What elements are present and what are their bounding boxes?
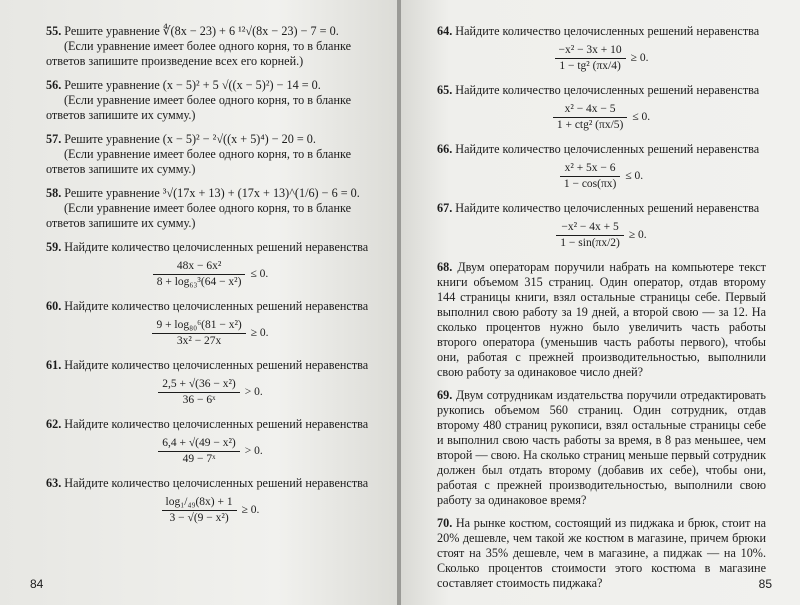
problem-text: Найдите количество целочисленных решений неравенства (64, 299, 369, 313)
numerator: 9 + log₈₀⁶(81 − x²) (152, 318, 245, 334)
numerator: 2,5 + √(36 − x²) (158, 377, 240, 393)
inequality-formula (437, 43, 766, 74)
problem-number: 70. (437, 516, 453, 530)
relation: ≥ 0. (250, 327, 269, 339)
problem-67 (437, 201, 766, 251)
problem-number: 68. (437, 260, 453, 274)
denominator: 3 − √(9 − x²) (169, 512, 229, 524)
fraction (553, 102, 628, 133)
fraction (152, 318, 245, 349)
numerator: 6,4 + √(49 − x²) (158, 436, 240, 452)
problem-59 (46, 240, 375, 290)
problem-number: 66. (437, 142, 453, 156)
denominator: 1 − sin(πx/2) (560, 237, 620, 249)
inequality-formula (46, 377, 375, 408)
denominator: 1 + ctg² (πx/5) (556, 119, 624, 131)
page-number: 84 (30, 577, 44, 591)
inequality-formula (46, 318, 375, 349)
problem-text: Найдите количество целочисленных решений неравенства (455, 201, 760, 215)
problem-number: 65. (437, 83, 453, 97)
problem-65 (437, 83, 766, 133)
relation: ≥ 0. (630, 52, 649, 64)
numerator: −x² − 4x + 5 (556, 220, 624, 236)
problem-number: 63. (46, 476, 62, 490)
inequality-formula (437, 102, 766, 133)
fraction (555, 43, 626, 74)
problem-69 (437, 388, 766, 508)
numerator: x² + 5x − 6 (560, 161, 621, 177)
problem-64 (437, 24, 766, 74)
problem-60 (46, 299, 375, 349)
page-number: 85 (758, 577, 772, 591)
problem-number: 57. (46, 132, 62, 146)
problem-note: (Если уравнение имеет более одного корня, то в бланке ответов запишите их сумму.) (46, 93, 352, 122)
problem-text: На рынке костюм, состоящий из пиджака и брюк, стоит на 20% дешевле, чем такой же костюм в магазине, причем брюки стоят на 35% дешевле, чем в магазине, а пиджак — на 10%. Сколько процентов стоимости этого костюма в магазине составляет стоимость пиджака? (437, 516, 766, 590)
problem-text: Найдите количество целочисленных решений неравенства (455, 83, 760, 97)
problem-61 (46, 358, 375, 408)
problem-text: Найдите количество целочисленных решений неравенства (455, 142, 760, 156)
relation: ≤ 0. (250, 268, 269, 280)
problem-text: Найдите количество целочисленных решений неравенства (64, 240, 369, 254)
problem-number: 69. (437, 388, 453, 402)
denominator: 36 − 6ˣ (182, 394, 216, 406)
problem-text: Решите уравнение (x − 5)² − ²√((x + 5)⁴) − 20 = 0. (64, 132, 316, 146)
problem-text: Найдите количество целочисленных решений неравенства (64, 358, 369, 372)
problem-text: Двум сотрудникам издательства поручили отредактировать рукопись объемом 560 страниц. Один сотрудник, отдав второму 480 страниц рукописи, взял остальные страницы себе и выполнил свою часть работы за время, в 8 раз меньшее, чем второй — свою. На сколько страниц меньше первый сотрудник должен был отдать второму (добавив их себе), чтобы они, работая с прежней производительностью, выполнили свою работу за одинаковое время? (437, 388, 766, 507)
denominator: 3x² − 27x (176, 335, 222, 347)
relation: ≥ 0. (628, 229, 647, 241)
denominator: 1 − cos(πx) (563, 178, 617, 190)
denominator: 8 + log₆₃³(64 − x²) (156, 276, 242, 288)
problem-58 (46, 186, 375, 231)
fraction (153, 259, 246, 290)
problem-text: Найдите количество целочисленных решений неравенства (64, 476, 369, 490)
fraction (560, 161, 621, 192)
relation: > 0. (244, 386, 263, 398)
numerator: 48x − 6x² (153, 259, 246, 275)
problem-66 (437, 142, 766, 192)
problem-text: Двум операторам поручили набрать на компьютере текст книги объемом 315 страниц. Один оператор, отдав второму 144 страницы книги, взял остальные страницы себе. Первый выполнил свою работу за 19 дней, а второй свою — за 12. На сколько процентов нужно было увеличить часть работы второго оператора (уменьшив часть работы первого), чтобы они, работая с прежней производительностью, выполнили свою работу за одинаковое число дней? (437, 260, 766, 379)
problem-63 (46, 476, 375, 526)
problem-text: Решите уравнение ³√(17x + 13) + (17x + 13)^(1/6) − 6 = 0. (64, 186, 360, 200)
problem-57 (46, 132, 375, 177)
problem-number: 55. (46, 24, 62, 38)
problem-number: 60. (46, 299, 62, 313)
problem-number: 62. (46, 417, 62, 431)
problem-number: 59. (46, 240, 62, 254)
problem-text: Найдите количество целочисленных решений неравенства (455, 24, 760, 38)
problem-number: 64. (437, 24, 453, 38)
problem-note: (Если уравнение имеет более одного корня, то в бланке ответов запишите их сумму.) (46, 201, 352, 230)
problem-62 (46, 417, 375, 467)
problem-number: 56. (46, 78, 62, 92)
inequality-formula (46, 495, 375, 526)
problem-note: (Если уравнение имеет более одного корня, то в бланке ответов запишите произведение всех его корней.) (46, 39, 352, 68)
right-page (401, 0, 800, 605)
problem-note: (Если уравнение имеет более одного корня, то в бланке ответов запишите их сумму.) (46, 147, 352, 176)
problem-number: 61. (46, 358, 62, 372)
problem-text: Найдите количество целочисленных решений неравенства (64, 417, 369, 431)
numerator: log₁/₄₉(8x) + 1 (162, 495, 237, 511)
problem-70 (437, 516, 766, 591)
denominator: 49 − 7ˣ (182, 453, 216, 465)
inequality-formula (46, 259, 375, 290)
left-page (0, 0, 397, 605)
numerator: −x² − 3x + 10 (555, 43, 626, 59)
problem-68 (437, 260, 766, 380)
numerator: x² − 4x − 5 (553, 102, 628, 118)
inequality-formula (437, 161, 766, 192)
relation: ≥ 0. (241, 504, 260, 516)
relation: > 0. (244, 445, 263, 457)
relation: ≤ 0. (632, 111, 651, 123)
problem-55 (46, 24, 375, 69)
problem-text: Решите уравнение ∜(8x − 23) + 6 ¹²√(8x − 23) − 7 = 0. (64, 24, 339, 38)
denominator: 1 − tg² (πx/4) (559, 60, 621, 72)
relation: ≤ 0. (625, 170, 644, 182)
fraction (556, 220, 624, 251)
inequality-formula (437, 220, 766, 251)
problem-number: 67. (437, 201, 453, 215)
problem-text: Решите уравнение (x − 5)² + 5 √((x − 5)²) − 14 = 0. (64, 78, 321, 92)
inequality-formula (46, 436, 375, 467)
fraction (162, 495, 237, 526)
problem-56 (46, 78, 375, 123)
fraction (158, 436, 240, 467)
problem-number: 58. (46, 186, 62, 200)
fraction (158, 377, 240, 408)
